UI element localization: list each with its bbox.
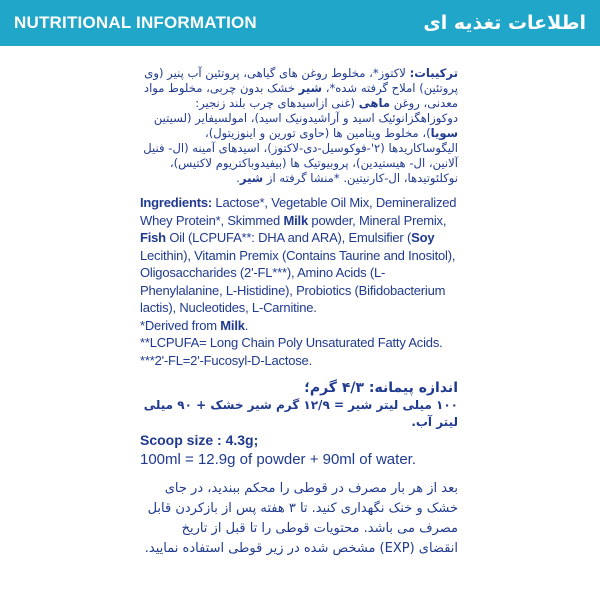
ingredients-fa	[140, 66, 458, 186]
ingredients-fa-soy: سویا	[430, 126, 458, 140]
derived-note	[140, 317, 458, 335]
ingredients-en-t1: Lactose*, Vegetable Oil Mix, Demineralized Whey Protein*, Skimmed	[140, 195, 457, 228]
scoop-section	[140, 379, 458, 469]
ingredients-en-t4: Lecithin), Vitamin Premix (Contains Taurine and Inositol), Oligosaccharides (2'-FL***), Amino Acids (L-Phenylalanine, L-Histidine), Probiotics (Bifidobacterium lactis), Nucleotides, L-Carnitine.	[140, 247, 456, 315]
nutrition-panel	[140, 66, 458, 572]
ingredients-fa-text4: )، مخلوط ویتامین ها (حاوی تورین و اینوزیتول)، الیگوساکاریدها (۲'-فوکوسیل-دی-لاکتوز)، اسیدهای آمینه (ال- فنیل آلانین، ال- هیستیدین)، پروبیوتیک ها (بیفیدوباکتریوم لاکتیس)، نوکلئوتیدها، ال-کارنیتین. *منشا گرفته از	[143, 126, 458, 185]
ingredients-fa-milk: شیر	[298, 81, 323, 95]
scoop-size-en: Scoop size : 4.3g;	[140, 432, 259, 448]
ingredients-en-t3: Oil (LCPUFA**: DHA and ARA), Emulsifier (	[165, 230, 412, 245]
ingredients-fa-text1: لاکتوز*، مخلوط روغن های گیاهی، پروتئین آب پنیر (وی پروتئین) املاح گرفته شده*،	[144, 66, 458, 95]
derived-note-end: .	[244, 317, 249, 333]
fl-note: ***2'-FL=2'-Fucosyl-D-Lactose.	[140, 352, 313, 368]
lcpufa-note: **LCPUFA= Long Chain Poly Unsaturated Fatty Acids.	[140, 335, 443, 350]
derived-note-milk: Milk	[220, 317, 245, 333]
ingredients-fa-milk2: شیر	[239, 171, 264, 185]
ingredients-en	[140, 194, 458, 369]
ingredients-en-paragraph	[140, 194, 458, 317]
scoop-ratio-en: 100ml = 12.9g of powder + 90ml of water.	[140, 451, 416, 468]
storage-instructions-fa: بعد از هر بار مصرف در قوطی را محکم ببندید، در جای خشک و خنک نگهداری کنید. تا ۳ هفته پس از بازکردن قابل مصرف می باشد. محتویات قوطی را تا قبل از تاریخ انقضای (EXP) مشخص شده در زیر قوطی استفاده نمایید.	[144, 481, 458, 556]
ingredients-en-soy: Soy	[411, 230, 435, 245]
ingredients-en-milk: Milk	[283, 212, 308, 228]
ingredients-fa-text3: (غنی ازاسیدهای چرب بلند زنجیر: دوکوزاهگزانوئیک اسید و آراشیدونیک اسید)، امولسیفایر (لسیتین	[153, 96, 458, 125]
ingredients-en-label: Ingredients:	[140, 195, 212, 210]
header-title-fa: اطلاعات تغذیه ای	[423, 12, 586, 34]
scoop-size-fa: اندازه پیمانه: ۴/۳ گرم؛	[304, 380, 458, 396]
ingredients-fa-text2: خشک بدون چربی، مخلوط مواد معدنی، روغن	[143, 81, 458, 110]
header-title-en: NUTRITIONAL INFORMATION	[14, 13, 257, 32]
scoop-ratio-fa: ۱۰۰ میلی لیتر شیر = ۱۲/۹ گرم شیر خشک + ۹۰ میلی لیتر آب.	[143, 398, 458, 429]
ingredients-fa-text5: .	[236, 171, 240, 185]
ingredients-fa-label: ترکیبات:	[409, 66, 458, 80]
ingredients-fa-fish: ماهی	[358, 96, 391, 110]
header-banner	[0, 0, 600, 46]
derived-note-text: *Derived from	[140, 317, 221, 333]
ingredients-en-fish: Fish	[140, 230, 166, 245]
ingredients-en-t2: powder, Mineral Premix,	[308, 212, 447, 228]
